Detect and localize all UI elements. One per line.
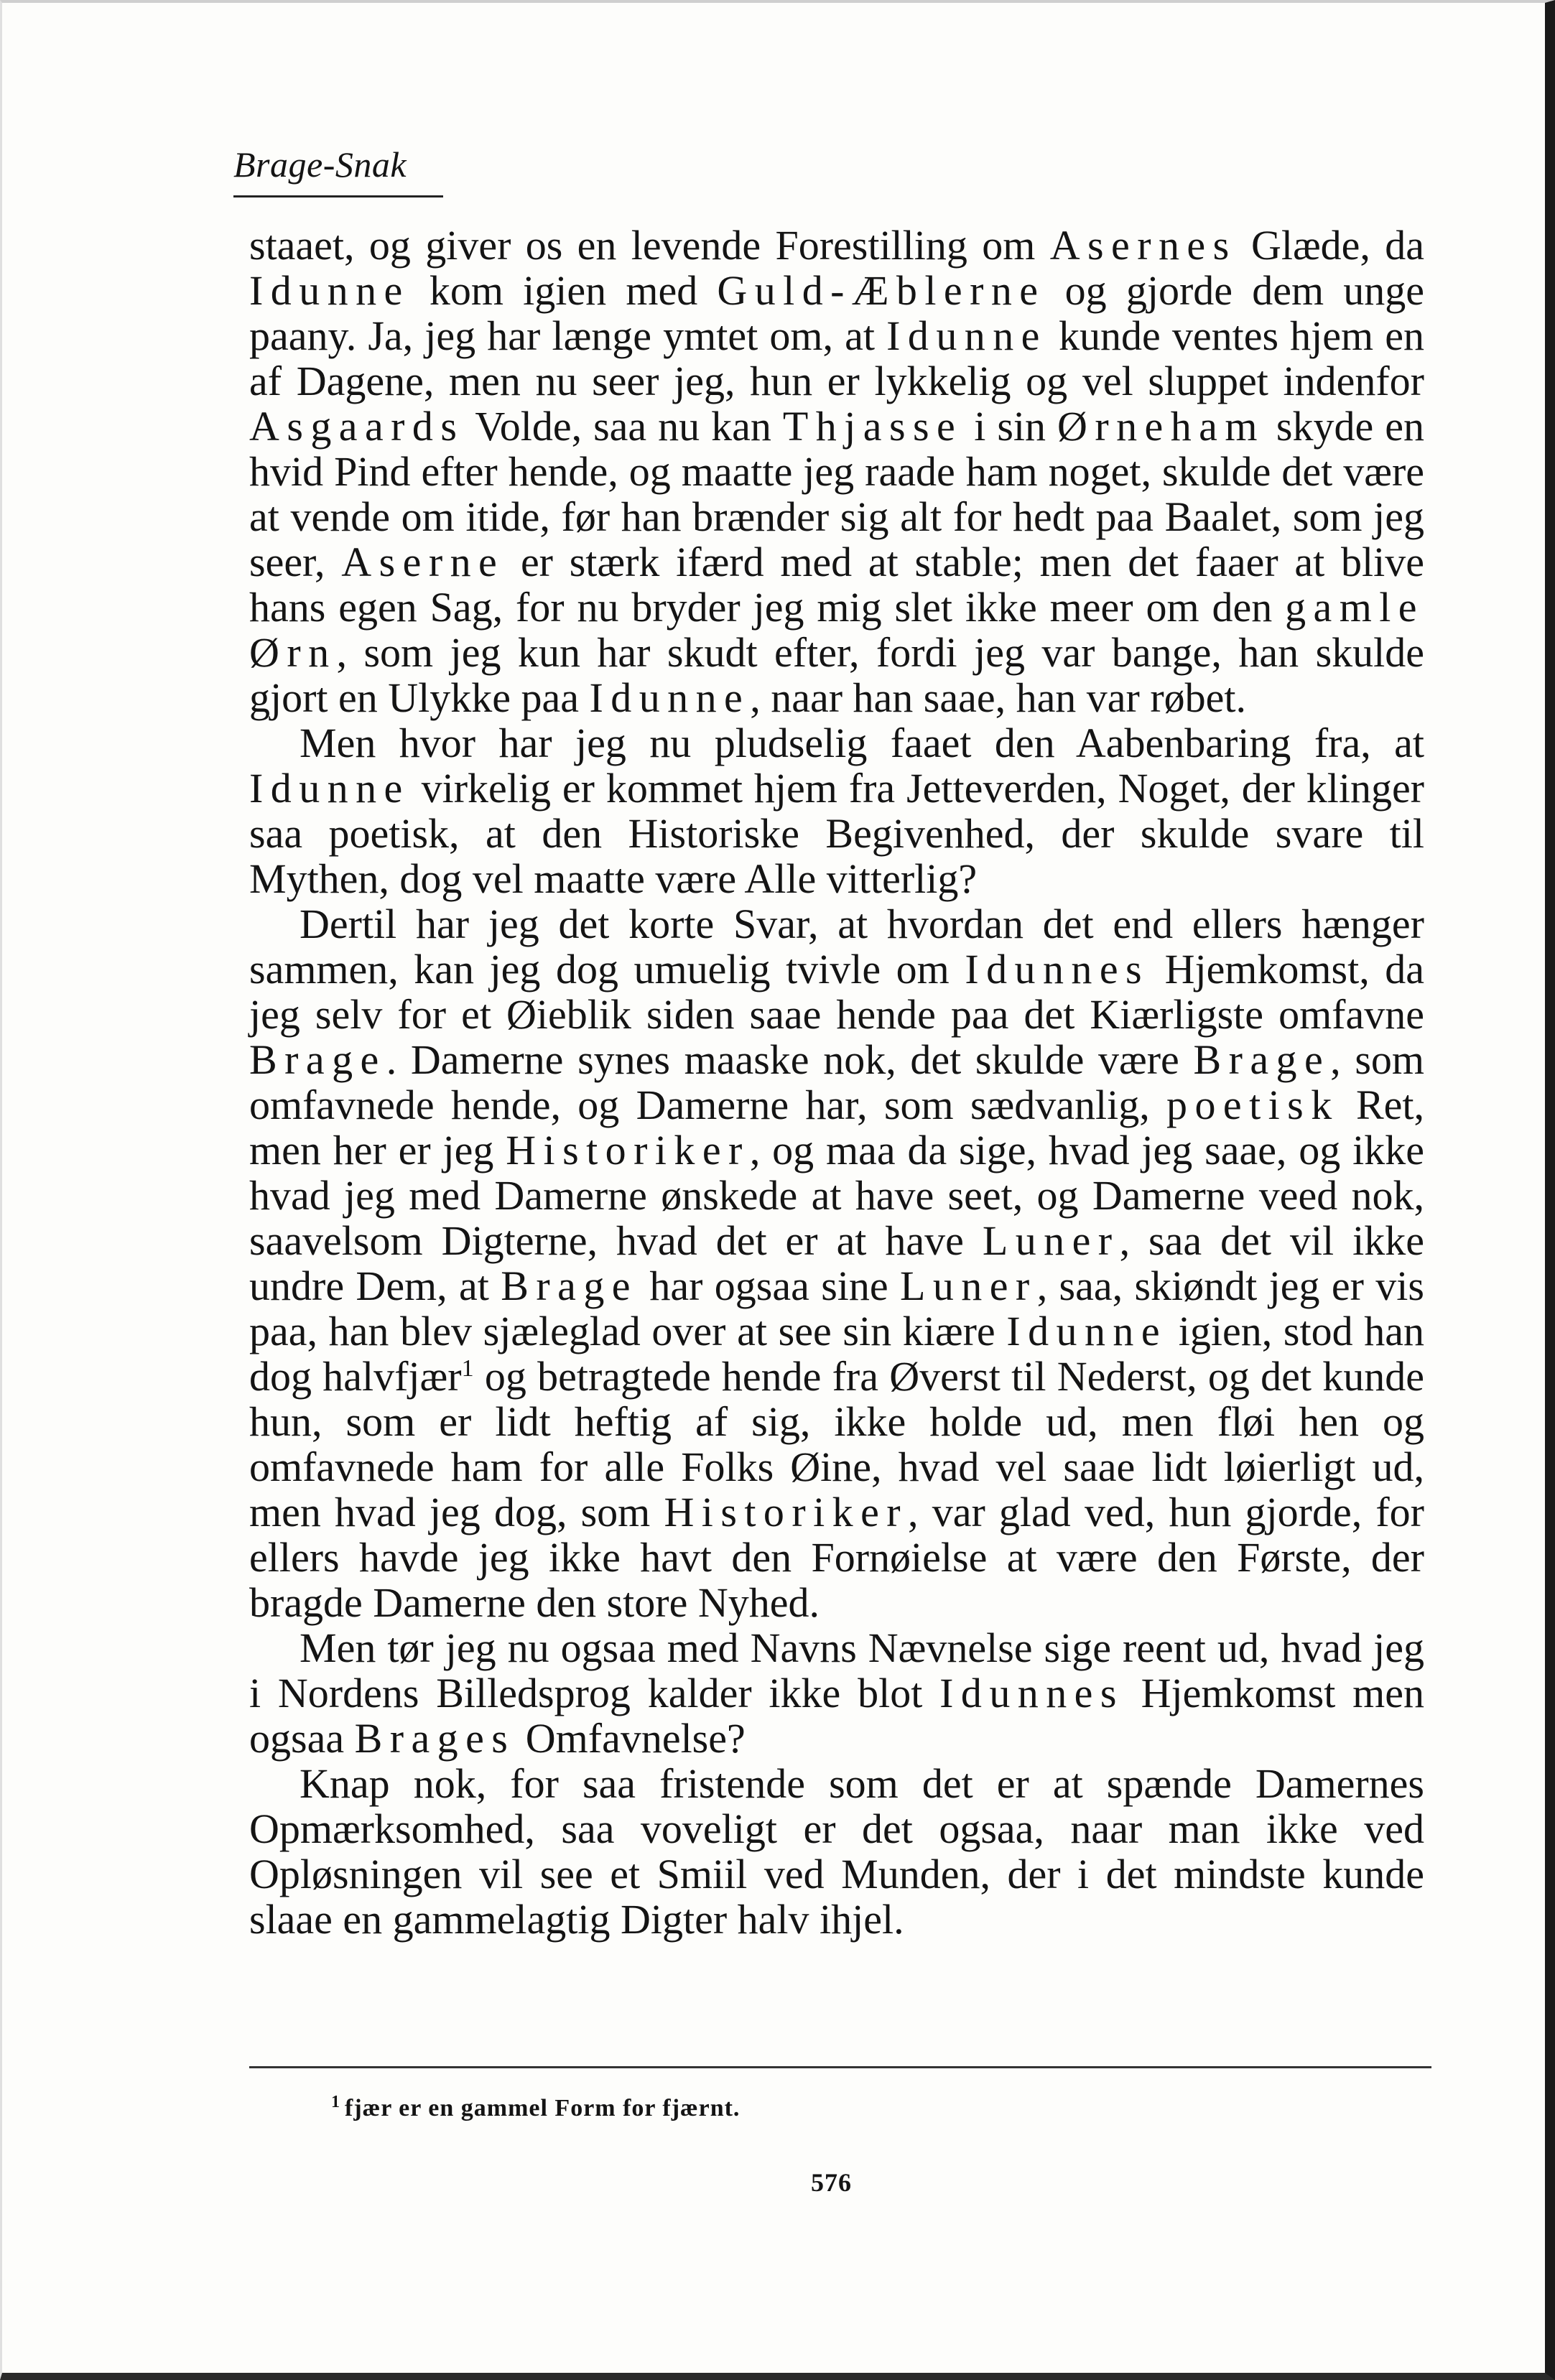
- text-run: Men hvor har jeg nu pludselig faaet den Aabenbaring fra, at: [300, 720, 1424, 766]
- body-text: [249, 223, 1424, 1942]
- text-run: har ogsaa sine: [637, 1263, 900, 1309]
- running-title-rule: [233, 195, 443, 197]
- spaced-emphasis: Aserne: [341, 539, 505, 585]
- text-run: Ret, men her er jeg: [249, 1082, 1424, 1173]
- paragraph: [249, 223, 1424, 720]
- text-run: virkelig er kommet hjem fra Jetteverden, Noget, der klinger saa poetisk, at den Historiske Begivenhed, der skulde svare til Mythen, dog vel maatte være Alle vitterlig?: [249, 765, 1424, 902]
- text-run: kom igien med: [409, 267, 718, 314]
- spaced-emphasis: Asernes: [1049, 222, 1237, 269]
- paragraph: [249, 1761, 1424, 1942]
- spaced-emphasis: Brage: [501, 1263, 638, 1309]
- footnote-rule: [249, 2066, 1431, 2068]
- spaced-emphasis: Historiker: [664, 1489, 909, 1535]
- spaced-emphasis: Idunne: [1006, 1308, 1168, 1354]
- footnote-marker: 1: [331, 2093, 340, 2111]
- spaced-emphasis: Idunne: [249, 267, 410, 314]
- spaced-emphasis: Luner: [982, 1217, 1120, 1264]
- paragraph: [249, 1625, 1424, 1761]
- footnote-text: fjær er en gammel Form for fjærnt.: [345, 2095, 741, 2121]
- text-run: og betragtede hende fra Øverst til Nederst, og det kunde hun, som er lidt heftig af sig, ikke holde ud, men fløi hen og omfavnede ham for alle Folks Øine, hvad vel saae lidt løierligt ud, men hvad jeg dog, som: [249, 1353, 1424, 1535]
- text-run: Knap nok, for saa fristende som det er at spænde Damernes Opmærksomhed, saa voveligt er det ogsaa, naar man ikke ved Opløsningen vil see et Smiil ved Munden, der i det mindste kunde slaae en gammelagtig Digter halv ihjel.: [249, 1760, 1424, 1943]
- spaced-emphasis: Thjasse: [782, 403, 963, 450]
- text-run: Dertil har jeg det korte Svar, at hvordan det end ellers hænger sammen, kan jeg dog umuelig tvivle om: [249, 901, 1424, 993]
- footnote: [331, 2093, 740, 2122]
- paragraph: [249, 720, 1424, 901]
- text-run: Hjemkomst men ogsaa: [249, 1670, 1424, 1762]
- spaced-emphasis: Asgaards: [249, 403, 465, 450]
- spaced-emphasis: Brage: [249, 1036, 386, 1083]
- paragraph: [249, 901, 1424, 1625]
- page-number: 576: [811, 2168, 852, 2197]
- text-run: , naar han saae, han var røbet.: [750, 674, 1247, 721]
- text-run: , var glad ved, hun gjorde, for ellers havde jeg ikke havt den Fornøielse at være den Første, der bragde Damerne den store Nyhed.: [249, 1489, 1424, 1626]
- text-run: Omfavnelse?: [515, 1715, 746, 1762]
- text-run: , og maa da sige, hvad jeg saae, og ikke hvad jeg med Damerne ønskede at have seet, og Damerne veed nok, saavelsom Digterne, hvad det er at have: [249, 1127, 1424, 1264]
- spaced-emphasis: gamle Ørn: [249, 584, 1424, 676]
- text-run: , som jeg kun har skudt efter, fordi jeg var bange, han skulde gjort en Ulykke paa: [249, 629, 1424, 721]
- text-run: , saa det vil ikke undre Dem, at: [249, 1217, 1424, 1309]
- text-run: Volde, saa nu kan: [464, 403, 783, 450]
- spaced-emphasis: Luner: [900, 1263, 1037, 1309]
- text-run: Men tør jeg nu ogsaa med Navns Nævnelse sige reent ud, hvad jeg i Nordens Billedsprog kalder ikke blot: [249, 1624, 1424, 1716]
- spaced-emphasis: Idunnes: [939, 1670, 1124, 1716]
- running-title: Brage-Snak: [233, 144, 407, 185]
- text-run: er stærk ifærd med at stable; men det faaer at blive hans egen Sag, for nu bryder jeg mig slet ikke meer om den: [249, 539, 1424, 631]
- spaced-emphasis: Ørneham: [1057, 403, 1265, 450]
- spaced-emphasis: Brages: [354, 1715, 516, 1762]
- text-run: skyde en hvid Pind efter hende, og maatte jeg raade ham noget, skulde det være at vende om itide, før han brænder sig alt for hedt paa Baalet, som jeg seer,: [249, 403, 1424, 585]
- spaced-emphasis: poetisk: [1166, 1082, 1340, 1128]
- text-run: , som omfavnede hende, og Damerne har, som sædvanlig,: [249, 1036, 1424, 1128]
- text-run: igien, stod han dog halvfjær: [249, 1308, 1424, 1400]
- spaced-emphasis: Idunne: [886, 312, 1047, 359]
- footnote-reference: 1: [461, 1355, 474, 1382]
- spaced-emphasis: Brage: [1193, 1036, 1331, 1083]
- spaced-emphasis: Idunne: [589, 674, 751, 721]
- text-run: Hjemkomst, da jeg selv for et Øieblik siden saae hende paa det Kiærligste omfavne: [249, 946, 1424, 1038]
- text-run: Glæde, da: [1236, 222, 1425, 269]
- text-run: kunde ventes hjem en af Dagene, men nu seer jeg, hun er lykkelig og vel sluppet indenfor: [249, 312, 1424, 404]
- spaced-emphasis: Idunne: [249, 765, 410, 812]
- text-run: . Damerne synes maaske nok, det skulde være: [386, 1036, 1194, 1083]
- text-run: i sin: [962, 403, 1058, 450]
- spaced-emphasis: Historiker: [506, 1127, 750, 1173]
- spaced-emphasis: Guld-Æblerne: [717, 267, 1046, 314]
- text-run: og gjorde dem unge paany. Ja, jeg har længe ymtet om, at: [249, 267, 1424, 359]
- text-run: , saa, skiøndt jeg er vis paa, han blev sjæleglad over at see sin kiære: [249, 1263, 1424, 1354]
- spaced-emphasis: Idunnes: [965, 946, 1150, 993]
- text-run: staaet, og giver os en levende Forestilling om: [249, 222, 1050, 269]
